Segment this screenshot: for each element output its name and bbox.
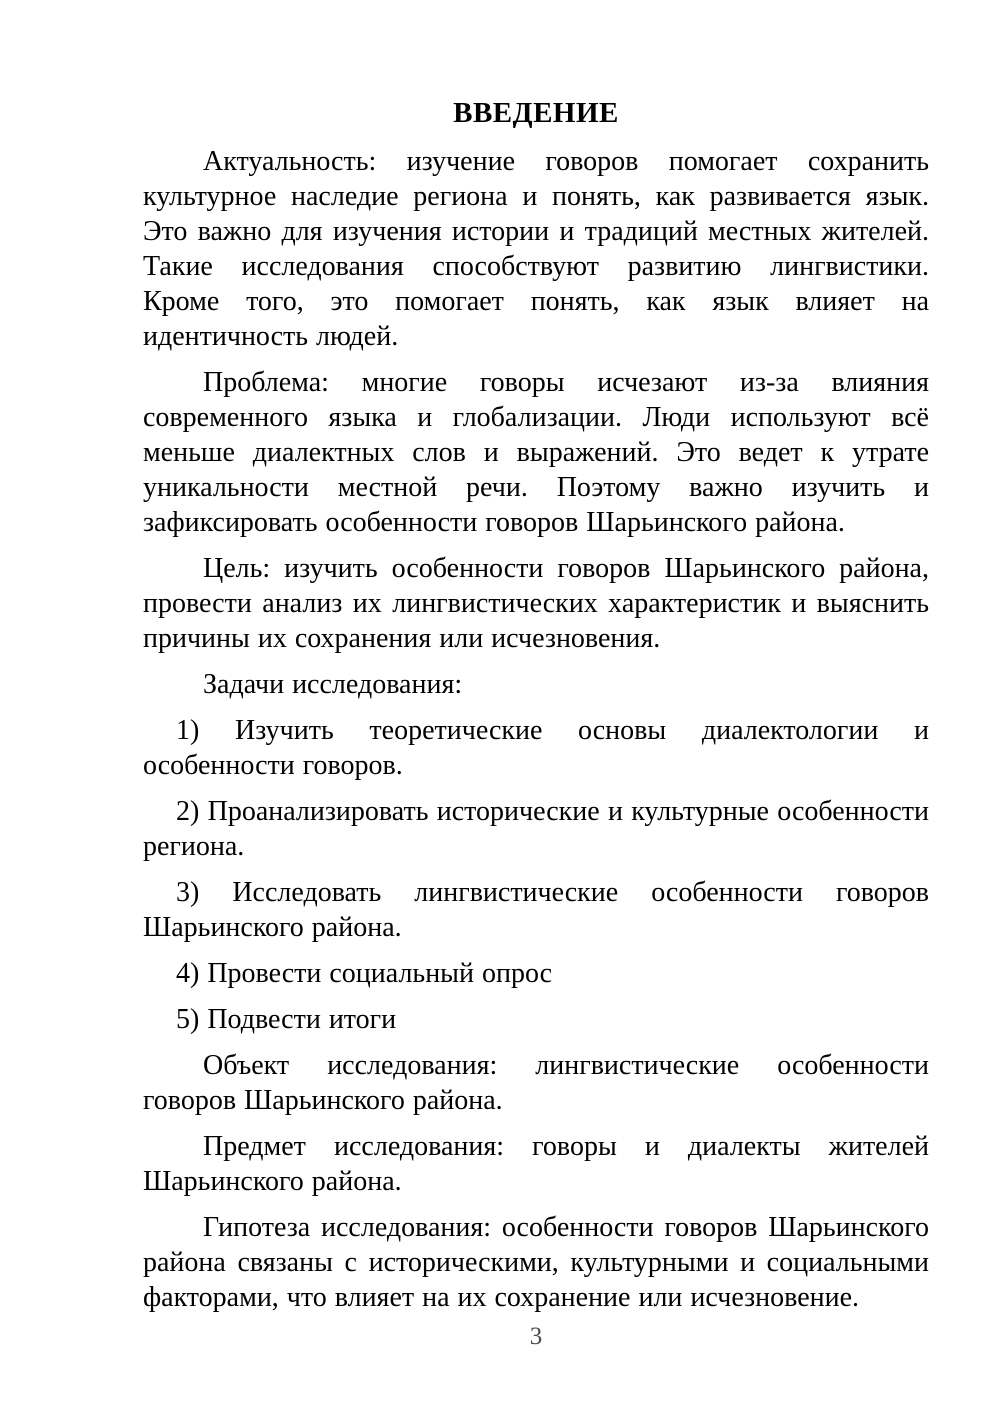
paragraph-predmet: Предмет исследования: говоры и диалекты жителей Шарьинского района. — [143, 1131, 929, 1197]
list-item-4: 4) Провести социальный опрос — [176, 958, 553, 989]
paragraph-aktualnost: Актуальность: изучение говоров помогает сохранить культурное наследие региона и понять, как развивается язык. Это важно для изучения истории и традиций местных жителей. Такие исследования способствуют развитию лингвистики. Кроме того, это помогает понять, как язык влияет на идентичность людей. — [143, 146, 929, 352]
page-title: ВВЕДЕНИЕ — [453, 97, 619, 129]
list-item-1: 1) Изучить теоретические основы диалектологии и особенности говоров. — [143, 715, 929, 781]
document-body — [143, 96, 929, 1326]
list-item-2: 2) Проанализировать исторические и культурные особенности региона. — [143, 796, 929, 862]
paragraph-obekt: Объект исследования: лингвистические особенности говоров Шарьинского района. — [143, 1050, 929, 1116]
list-item-5: 5) Подвести итоги — [176, 1004, 397, 1035]
page-number: 3 — [529, 1323, 543, 1350]
paragraph-gipoteza: Гипотеза исследования: особенности говоров Шарьинского района связаны с историческими, культурными и социальными факторами, что влияет на их сохранение или исчезновение. — [143, 1212, 929, 1313]
paragraph-problema: Проблема: многие говоры исчезают из-за влияния современного языка и глобализации. Люди используют всё меньше диалектных слов и выражений. Это ведет к утрате уникальности местной речи. Поэтому важно изучить и зафиксировать особенности говоров Шарьинского района. — [143, 367, 929, 538]
paragraph-tsel: Цель: изучить особенности говоров Шарьинского района, провести анализ их лингвистических характеристик и выяснить причины их сохранения или исчезновения. — [143, 553, 929, 654]
list-item-3: 3) Исследовать лингвистические особенности говоров Шарьинского района. — [143, 877, 929, 943]
paragraph-zadachi-heading: Задачи исследования: — [203, 669, 463, 700]
